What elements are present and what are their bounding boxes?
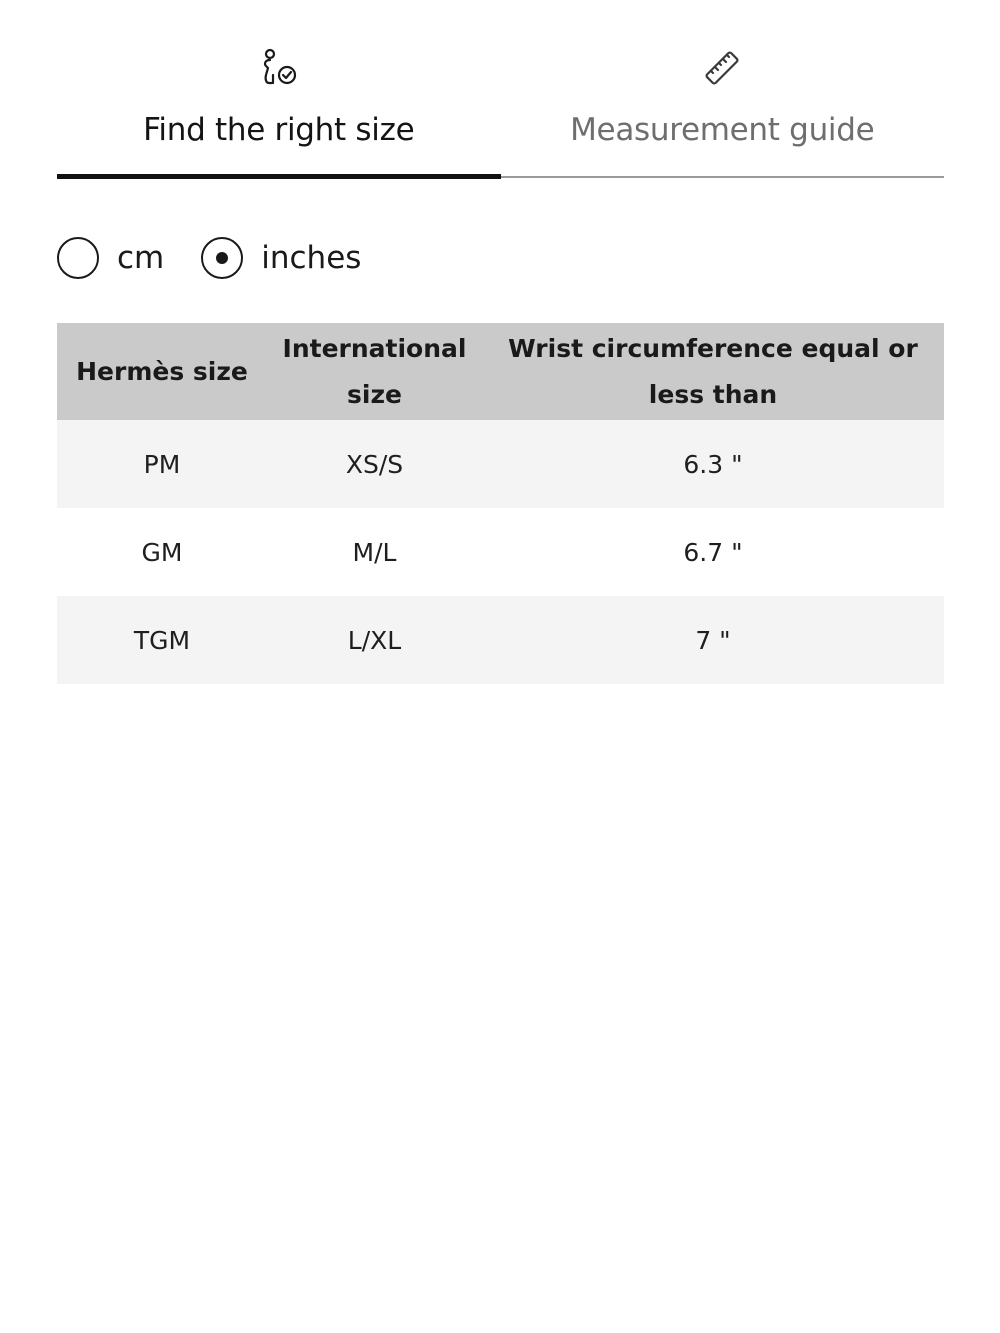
unit-label-cm: cm xyxy=(117,240,165,276)
cell-hermes-size: PM xyxy=(57,420,267,508)
header-hermes-size: Hermès size xyxy=(57,323,267,420)
header-international-size: International size xyxy=(267,323,482,420)
unit-option-inches[interactable] xyxy=(201,234,361,282)
tab-find-right-size[interactable] xyxy=(57,0,501,180)
unit-label-inches: inches xyxy=(261,240,362,276)
cell-international-size: M/L xyxy=(267,508,482,596)
tab-measurement-guide[interactable] xyxy=(501,0,945,180)
cell-hermes-size: GM xyxy=(57,508,267,596)
size-table xyxy=(57,323,944,684)
cell-wrist-circumference: 6.3 " xyxy=(482,420,944,508)
tab-find-right-size-label: Find the right size xyxy=(143,112,415,148)
tab-inactive-underline xyxy=(501,176,945,178)
table-header-row xyxy=(57,323,944,420)
table-row xyxy=(57,508,944,596)
cell-international-size: L/XL xyxy=(267,596,482,684)
header-wrist-circumference: Wrist circumference equal or less than xyxy=(482,323,944,420)
radio-inches[interactable] xyxy=(201,237,243,279)
table-row xyxy=(57,596,944,684)
ruler-icon xyxy=(698,45,746,93)
unit-option-cm[interactable] xyxy=(57,234,164,282)
table-row xyxy=(57,420,944,508)
tab-active-underline xyxy=(57,174,501,179)
size-guide-tabs xyxy=(57,0,944,180)
radio-cm[interactable] xyxy=(57,237,99,279)
unit-selector xyxy=(57,234,398,282)
cell-wrist-circumference: 7 " xyxy=(482,596,944,684)
person-check-icon xyxy=(255,45,303,93)
cell-international-size: XS/S xyxy=(267,420,482,508)
cell-wrist-circumference: 6.7 " xyxy=(482,508,944,596)
tab-measurement-guide-label: Measurement guide xyxy=(570,112,875,148)
cell-hermes-size: TGM xyxy=(57,596,267,684)
